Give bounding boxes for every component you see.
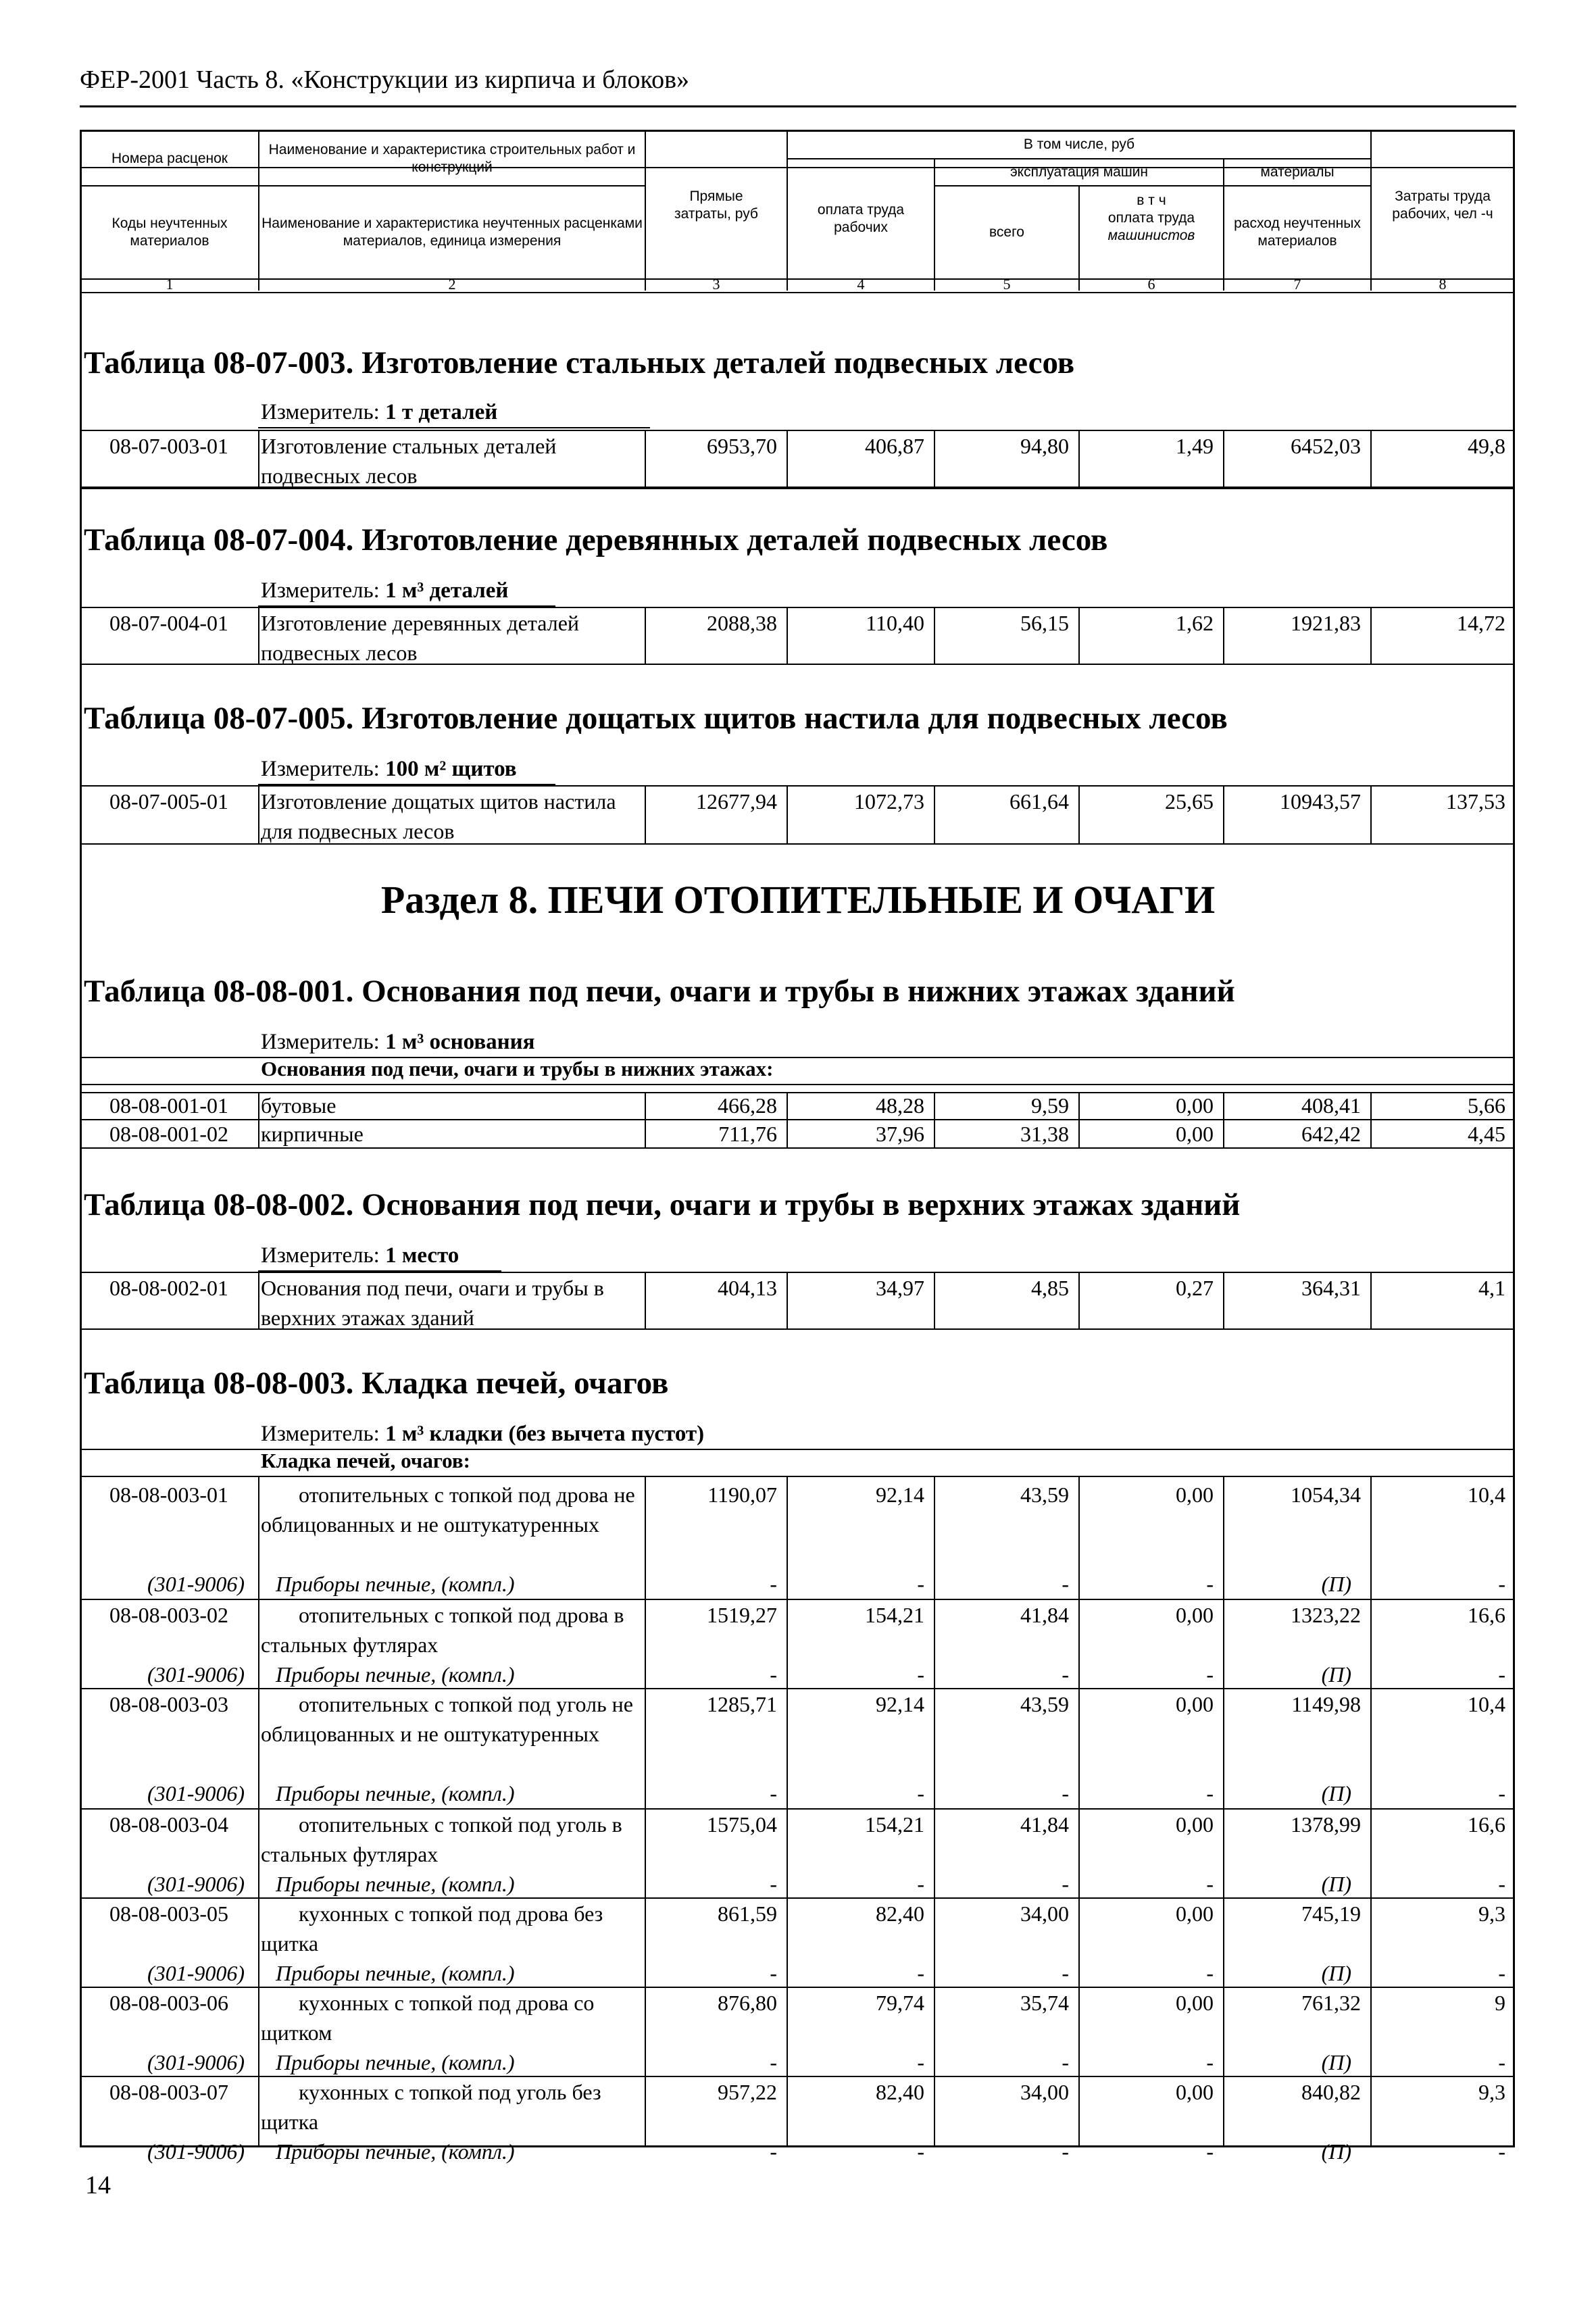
row-value: 0,00 [1176,1483,1214,1507]
table-title: Таблица 08-08-003. Кладка печей, очагов [84,1366,669,1401]
row-value: 1519,27 [707,1603,777,1627]
row-value: 1072,73 [854,789,924,814]
row-value: 31,38 [1020,1122,1069,1146]
row-name: Приборы печные, (компл.) [276,2050,515,2074]
row-value: - [1498,1872,1505,1896]
measure-label: Измеритель: [261,757,380,781]
row-code: 08-08-003-05 [109,1901,228,1926]
row-code: 08-07-003-01 [109,434,228,458]
table-title: Таблица 08-07-004. Изготовление деревянных деталей подвесных лесов [84,522,1108,557]
row-value: 110,40 [866,611,924,635]
row-name: отопительных с топкой под уголь не облицованных и не оштукатуренных [261,1692,633,1746]
table-measure [261,1030,535,1055]
column-number: 6 [1147,276,1155,293]
row-value: - [917,1572,924,1596]
row-code: 08-08-003-02 [109,1603,228,1627]
row-value: - [1062,2139,1069,2164]
row-value: - [1062,1662,1069,1687]
header-rule [80,105,1516,107]
row-value: - [1062,1781,1069,1806]
row-value: (П) [1321,1662,1351,1687]
row-value: 408,41 [1301,1093,1361,1118]
row-value: (П) [1321,1961,1351,1985]
table-measure [261,578,508,603]
col-header-work-name: Наименование и характеристика строительных работ и конструкций [268,142,636,175]
row-value: - [917,2139,924,2164]
column-rule [258,785,259,843]
row-code: 08-08-002-01 [109,1276,228,1300]
row-name: Приборы печные, (компл.) [276,2139,515,2164]
column-rule [258,430,259,487]
row-value: 34,00 [1020,2080,1069,2104]
column-number: 5 [1003,276,1011,293]
row-value: 37,96 [876,1122,924,1146]
section-title: Раздел 8. ПЕЧИ ОТОПИТЕЛЬНЫЕ И ОЧАГИ [380,878,1216,922]
row-code: 08-08-003-06 [109,1991,228,2015]
row-value: 1575,04 [707,1812,777,1837]
measure-label: Измеритель: [261,578,380,603]
col-header-machinist-pay: в т ч оплата труда машинистов [1107,193,1195,243]
row-value: 9 [1495,1991,1505,2015]
col-header-material-codes: Коды неучтенных материалов [111,216,228,249]
row-value: 0,00 [1176,1093,1214,1118]
row-name: Приборы печные, (компл.) [276,1662,515,1687]
row-value: 1149,98 [1291,1692,1361,1716]
row-value: 5,66 [1468,1093,1505,1118]
row-value: - [1498,1961,1505,1985]
row-value: - [770,1872,777,1896]
row-value: - [770,1662,777,1687]
row-value: - [1206,1662,1214,1687]
col-header-direct-costs: Прямые затраты, руб [674,189,758,222]
row-value: - [1206,2050,1214,2074]
running-header: ФЕР-2001 Часть 8. «Конструкции из кирпича и блоков» [80,66,690,94]
row-code: (301-9006) [147,1781,245,1806]
row-value: (П) [1321,2139,1351,2164]
row-value: - [770,1961,777,1985]
column-number: 2 [448,276,456,293]
row-value: 56,15 [1020,611,1069,635]
row-value: - [1062,2050,1069,2074]
row-value: 48,28 [876,1093,924,1118]
table-title: Таблица 08-08-002. Основания под печи, очаги и трубы в верхних этажах зданий [84,1187,1241,1222]
row-value: 1323,22 [1291,1603,1361,1627]
subheading: Кладка печей, очагов: [261,1449,470,1472]
row-name: отопительных с топкой под дрова не облицованных и не оштукатуренных [261,1483,635,1537]
row-value: 2088,38 [707,611,777,635]
row-name: кухонных с топкой под дрова без щитка [261,1901,603,1956]
row-value: 1190,07 [707,1483,777,1507]
page-number: 14 [85,2171,111,2199]
row-value: 82,40 [876,1901,924,1926]
row-value: 6953,70 [707,434,777,458]
row-value: 1285,71 [707,1692,777,1716]
row-code: (301-9006) [147,2139,245,2164]
table-title: Таблица 08-08-001. Основания под печи, очаги и трубы в нижних этажах зданий [84,974,1235,1009]
row-value: - [917,2050,924,2074]
col-header-group-incl: В том числе, руб [1023,136,1135,152]
column-number: 3 [712,276,720,293]
column-rule [258,1477,259,2147]
col-header-material-name: Наименование и характеристика неучтенных расценками материалов, единица измерения [261,216,643,249]
row-value: 34,97 [876,1276,924,1300]
row-value: (П) [1321,1872,1351,1896]
row-value: 82,40 [876,2080,924,2104]
row-value: - [770,1572,777,1596]
row-code: 08-08-003-01 [109,1483,228,1507]
row-value: - [1062,1572,1069,1596]
row-value: 661,64 [1009,789,1069,814]
row-name: кухонных с топкой под дрова со щитком [261,1991,595,2045]
row-value: 840,82 [1301,2080,1361,2104]
col-header-rates: Номера расценок [111,151,228,166]
row-name: Основания под печи, очаги и трубы в верхних этажах зданий [261,1276,604,1330]
row-value: 406,87 [865,434,924,458]
row-code: (301-9006) [147,1662,245,1687]
row-code: 08-08-001-01 [109,1093,228,1118]
measure-value: 1 место [385,1243,459,1268]
row-code: 08-08-001-02 [109,1122,228,1146]
row-value: - [1062,1872,1069,1896]
row-value: 10943,57 [1280,789,1361,814]
measure-label: Измеритель: [261,1030,380,1054]
measure-label: Измеритель: [261,1422,380,1446]
row-value: 1378,99 [1291,1812,1361,1837]
row-name: Приборы печные, (компл.) [276,1961,515,1985]
row-value: 154,21 [865,1812,924,1837]
row-value: - [1206,1961,1214,1985]
row-value: (П) [1321,2050,1351,2074]
row-name: Приборы печные, (компл.) [276,1572,515,1596]
row-name: Приборы печные, (компл.) [276,1872,515,1896]
row-value: 41,84 [1020,1812,1069,1837]
row-value: - [1498,1781,1505,1806]
row-code: (301-9006) [147,2050,245,2074]
row-value: 16,6 [1468,1603,1505,1627]
row-name: бутовые [261,1093,336,1118]
row-value: 9,3 [1478,1901,1505,1926]
row-name: кирпичные [261,1122,364,1146]
row-name: Изготовление деревянных деталей подвесных лесов [261,611,580,665]
row-value: 364,31 [1301,1276,1361,1300]
row-value: 154,21 [865,1603,924,1627]
row-value: - [1062,1961,1069,1985]
row-value: 642,42 [1301,1122,1361,1146]
row-value: 1054,34 [1291,1483,1361,1507]
row-value: - [1498,2139,1505,2164]
row-value: (П) [1321,1781,1351,1806]
table-title: Таблица 08-07-003. Изготовление стальных деталей подвесных лесов [84,345,1075,380]
row-value: 0,00 [1176,1692,1214,1716]
table-measure [261,757,517,782]
row-value: - [770,2050,777,2074]
row-value: 0,00 [1176,1812,1214,1837]
row-value: 1921,83 [1291,611,1361,635]
row-value: 0,00 [1176,1122,1214,1146]
col-header-unaccounted-materials: расход неучтенных материалов [1234,216,1361,249]
row-value: - [1206,1872,1214,1896]
row-value: 6452,03 [1291,434,1361,458]
row-value: 49,8 [1468,434,1505,458]
row-name: отопительных с топкой под уголь в стальных футлярах [261,1812,622,1866]
table-measure [261,1243,459,1268]
table-measure [261,400,497,425]
row-value: 10,4 [1468,1692,1505,1716]
row-value: - [917,1872,924,1896]
row-value: 16,6 [1468,1812,1505,1837]
row-value: 861,59 [718,1901,777,1926]
column-number: 7 [1293,276,1301,293]
row-value: 9,59 [1031,1093,1069,1118]
row-code: 08-08-003-03 [109,1692,228,1716]
row-value: - [1498,2050,1505,2074]
row-value: - [1206,1572,1214,1596]
measure-value: 1 м³ основания [385,1030,535,1054]
measure-value: 1 м³ кладки (без вычета пустот) [385,1422,705,1446]
column-number: 8 [1439,276,1447,293]
row-rule [80,1476,1515,1477]
row-code: (301-9006) [147,1572,245,1596]
row-value: 9,3 [1478,2080,1505,2104]
row-value: 12677,94 [696,789,777,814]
row-value: 1,62 [1176,611,1214,635]
row-value: - [917,1662,924,1687]
row-value: 41,84 [1020,1603,1069,1627]
subheading: Основания под печи, очаги и трубы в нижних этажах: [261,1057,774,1080]
row-rule [80,488,1515,489]
row-value: 0,00 [1176,1901,1214,1926]
row-code: (301-9006) [147,1961,245,1985]
row-value: 711,76 [718,1122,777,1146]
row-code: 08-07-005-01 [109,789,228,814]
measure-value: 1 т деталей [385,400,498,424]
row-value: 14,72 [1457,611,1505,635]
row-value: 92,14 [876,1483,924,1507]
row-rule [80,1147,1515,1149]
row-value: - [770,2139,777,2164]
row-name: кухонных с топкой под уголь без щитка [261,2080,601,2134]
row-value: - [917,1961,924,1985]
row-name: Приборы печные, (компл.) [276,1781,515,1806]
row-code: 08-07-004-01 [109,611,228,635]
row-value: 137,53 [1446,789,1505,814]
row-value: - [1498,1662,1505,1687]
row-value: 79,74 [876,1991,924,2015]
row-value: 876,80 [718,1991,777,2015]
row-value: 43,59 [1020,1483,1069,1507]
row-value: 404,13 [718,1276,777,1300]
row-value: - [1206,2139,1214,2164]
col-header-labor-hours: Затраты труда рабочих, чел -ч [1392,189,1493,222]
row-value: 25,65 [1165,789,1214,814]
row-code: (301-9006) [147,1872,245,1896]
col-header-labor-pay: оплата труда рабочих [817,202,905,235]
table-title: Таблица 08-07-005. Изготовление дощатых щитов настила для подвесных лесов [84,701,1228,736]
row-value: 4,45 [1468,1122,1505,1146]
column-number: 4 [857,276,865,293]
row-name: Изготовление стальных деталей подвесных лесов [261,434,557,488]
row-name: отопительных с топкой под дрова в стальных футлярах [261,1603,624,1657]
row-value: 94,80 [1020,434,1069,458]
row-value: 745,19 [1301,1901,1361,1926]
row-value: 35,74 [1020,1991,1069,2015]
row-value: - [917,1781,924,1806]
column-rule [258,607,259,664]
row-value: 34,00 [1020,1901,1069,1926]
measure-value: 100 м² щитов [385,757,517,781]
row-value: 0,00 [1176,2080,1214,2104]
row-value: - [770,1781,777,1806]
row-rule [80,1084,1515,1085]
row-value: - [1498,1572,1505,1596]
measure-label: Измеритель: [261,400,380,424]
row-value: 957,22 [718,2080,777,2104]
measure-label: Измеритель: [261,1243,380,1268]
row-name: Изготовление дощатых щитов настила для подвесных лесов [261,789,616,843]
table-measure [261,1422,704,1447]
row-value: 1,49 [1176,434,1214,458]
row-value: - [1206,1781,1214,1806]
column-number: 1 [166,276,174,293]
row-value: 0,27 [1176,1276,1214,1300]
col-header-materials: материалы [1260,164,1335,180]
row-value: 761,32 [1301,1991,1361,2015]
col-header-machines: эксплуатация машин [1009,164,1149,180]
row-value: 10,4 [1468,1483,1505,1507]
row-value: 43,59 [1020,1692,1069,1716]
row-value: 0,00 [1176,1991,1214,2015]
row-value: 4,85 [1031,1276,1069,1300]
row-value: 92,14 [876,1692,924,1716]
measure-value: 1 м³ деталей [385,578,509,603]
row-value: 0,00 [1176,1603,1214,1627]
row-value: (П) [1321,1572,1351,1596]
row-value: 466,28 [718,1093,777,1118]
row-value: 4,1 [1478,1276,1505,1300]
row-code: 08-08-003-07 [109,2080,228,2104]
column-rule [258,1272,259,1328]
row-code: 08-08-003-04 [109,1812,228,1837]
col-header-machines-total: всего [989,224,1024,240]
row-rule [258,427,650,428]
